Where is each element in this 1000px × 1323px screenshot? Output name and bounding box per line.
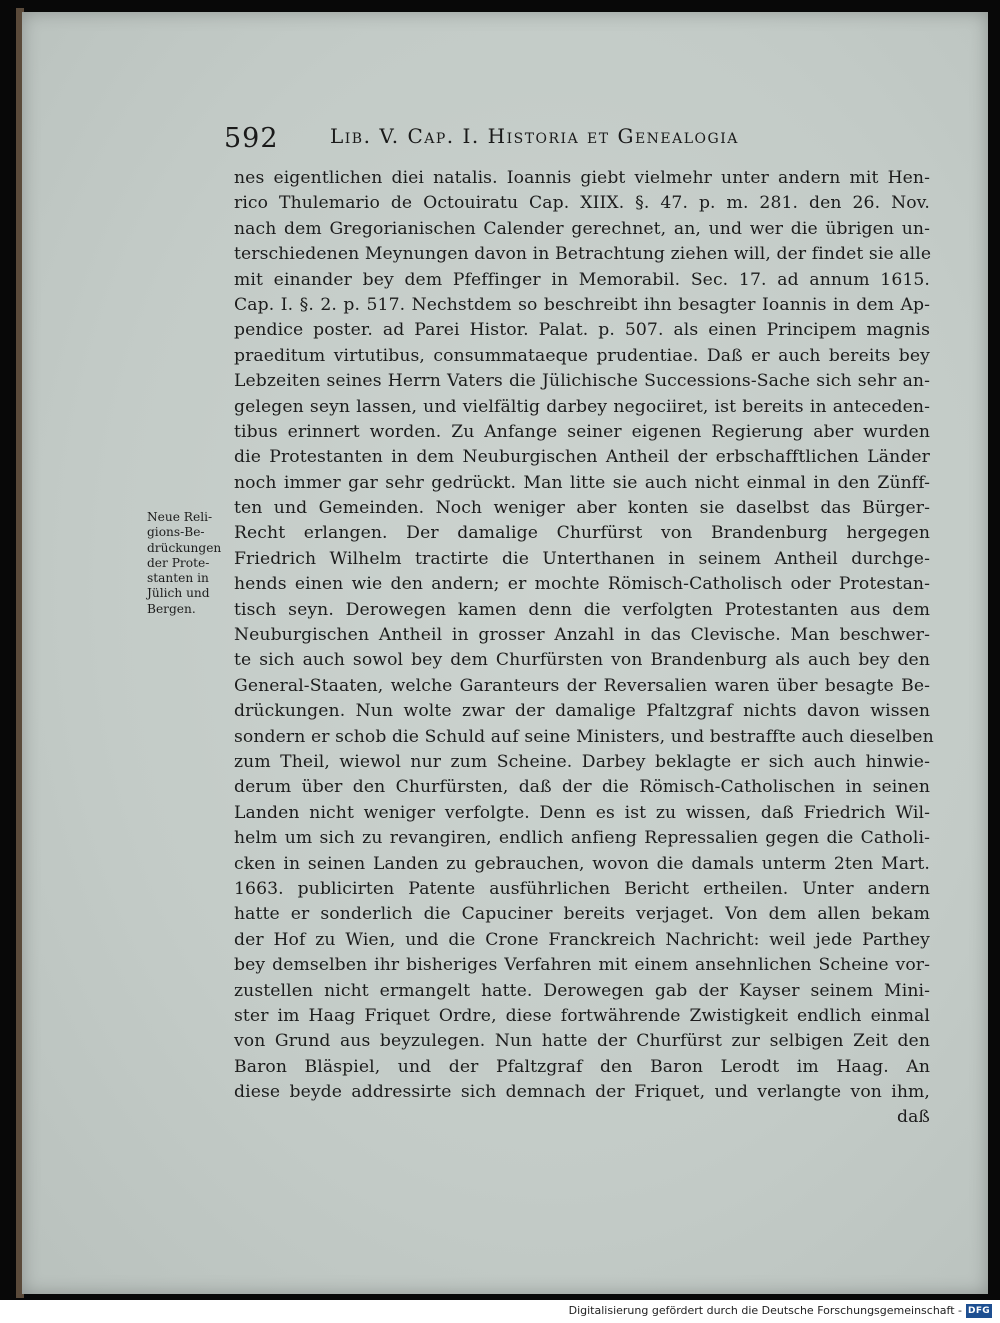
text-line: zustellen nicht ermangelt hatte. Derowegen gab der Kayser seinem Mini-	[234, 980, 930, 1001]
text-line: bey demselben ihr bisheriges Verfahren mit einem ansehnlichen Scheine vor-	[234, 955, 930, 976]
text-line: mit einander bey dem Pfeffinger in Memorabil. Sec. 17. ad annum 1615.	[234, 269, 930, 290]
text-line: tisch seyn. Derowegen kamen denn die verfolgten Protestanten aus dem	[234, 599, 930, 620]
text-line: Landen nicht weniger verfolgte. Denn es ist zu wissen, daß Friedrich Wil-	[234, 802, 930, 823]
footer-credit: Digitalisierung gefördert durch die Deutsche Forschungsgemeinschaft -	[568, 1304, 962, 1317]
text-line: ten und Gemeinden. Noch weniger aber konten sie daselbst das Bürger-	[234, 498, 930, 519]
digitization-footer	[0, 1300, 1000, 1323]
text-line: te sich auch sowol bey dem Churfürsten von Brandenburg als auch bey den	[234, 650, 930, 671]
margin-note-line: Jülich und	[147, 586, 210, 601]
margin-note	[147, 510, 237, 617]
text-line: ster im Haag Friquet Ordre, diese fortwährende Zwistigkeit endlich einmal	[234, 1005, 930, 1026]
text-line: noch immer gar sehr gedrückt. Man litte sie auch nicht einmal in den Zünff-	[234, 472, 930, 493]
text-line: tibus erinnert worden. Zu Anfange seiner eigenen Regierung aber wurden	[234, 421, 930, 442]
text-line: nach dem Gregorianischen Calender gerechnet, an, und wer die übrigen un-	[234, 218, 930, 239]
catchword: daß	[896, 1107, 930, 1128]
text-line: zum Theil, wiewol nur zum Scheine. Darbey beklagte er sich auch hinwie-	[234, 751, 930, 772]
text-line: Cap. I. §. 2. p. 517. Nechstdem so beschreibt ihn besagter Ioannis in dem Ap-	[234, 294, 930, 315]
margin-note-line: Neue Reli-	[147, 510, 213, 524]
text-line: hatte er sonderlich die Capuciner bereits verjaget. Von dem allen bekam	[234, 904, 930, 925]
margin-note-line: stanten in	[147, 571, 209, 586]
text-line: gelegen seyn lassen, und vielfältig darbey negociiret, ist bereits in anteceden-	[234, 396, 930, 417]
text-line: Recht erlangen. Der damalige Churfürst von Brandenburg hergegen	[234, 523, 930, 544]
text-line: helm um sich zu revangiren, endlich anfieng Repressalien gegen die Catholi-	[234, 828, 930, 849]
text-line: pendice poster. ad Parei Histor. Palat. p. 507. als einen Principem magnis	[234, 320, 930, 341]
text-line: nes eigentlichen diei natalis. Ioannis giebt vielmehr unter andern mit Hen-	[234, 168, 930, 188]
text-line: cken in seinen Landen zu gebrauchen, wovon die damals unterm 2ten Mart.	[234, 853, 930, 874]
body-text	[234, 166, 934, 1131]
margin-note-line: Bergen.	[147, 601, 196, 616]
text-line: sondern er schob die Schuld auf seine Ministers, und bestraffte auch dieselben	[234, 726, 934, 747]
page-number: 592	[224, 123, 279, 154]
text-line: Neuburgischen Antheil in grosser Anzahl in das Clevische. Man beschwer-	[234, 625, 930, 646]
text-line: hends einen wie den andern; er mochte Römisch-Catholisch oder Protestan-	[234, 574, 930, 595]
text-line: General-Staaten, welche Garanteurs der Reversalien waren über besagte Be-	[234, 675, 930, 696]
text-line: Friedrich Wilhelm tractirte die Unterthanen in seinem Antheil durchge-	[234, 548, 930, 569]
text-line: rico Thulemario de Octouiratu Cap. XIIX. §. 47. p. m. 281. den 26. Nov.	[234, 193, 930, 214]
text-line: drückungen. Nun wolte zwar der damalige Pfaltzgraf nichts davon wissen	[234, 701, 930, 722]
text-line: praeditum virtutibus, consummataeque prudentiae. Daß er auch bereits bey	[234, 345, 930, 366]
text-line: Lebzeiten seines Herrn Vaters die Jülichische Successions-Sache sich sehr an-	[234, 371, 930, 392]
dfg-logo: DFG	[966, 1304, 992, 1318]
text-line: terschiedenen Meynungen davon in Betrachtung ziehen will, der findet sie alle	[234, 244, 932, 265]
text-line: Baron Bläspiel, und der Pfaltzgraf den Baron Lerodt im Haag. An	[234, 1056, 930, 1077]
text-line: 1663. publicirten Patente ausführlichen Bericht ertheilen. Unter andern	[234, 878, 930, 899]
text-line: derum über den Churfürsten, daß der die Römisch-Catholischen in seinen	[234, 777, 930, 798]
margin-note-line: gions-Be-	[147, 525, 205, 540]
text-line: diese beyde addressirte sich demnach der Friquet, und verlangte von ihm,	[234, 1082, 930, 1103]
margin-note-line: der Prote-	[147, 555, 210, 570]
text-line: die Protestanten in dem Neuburgischen Antheil der erbschafftlichen Länder	[234, 447, 930, 468]
margin-note-line: drückungen	[147, 540, 222, 555]
running-head: Lib. V. Cap. I. Historia et Genealogia	[330, 124, 739, 148]
text-line: von Grund aus beyzulegen. Nun hatte der Churfürst zur selbigen Zeit den	[234, 1031, 930, 1052]
text-line: der Hof zu Wien, und die Crone Franckreich Nachricht: weil jede Parthey	[234, 929, 930, 950]
